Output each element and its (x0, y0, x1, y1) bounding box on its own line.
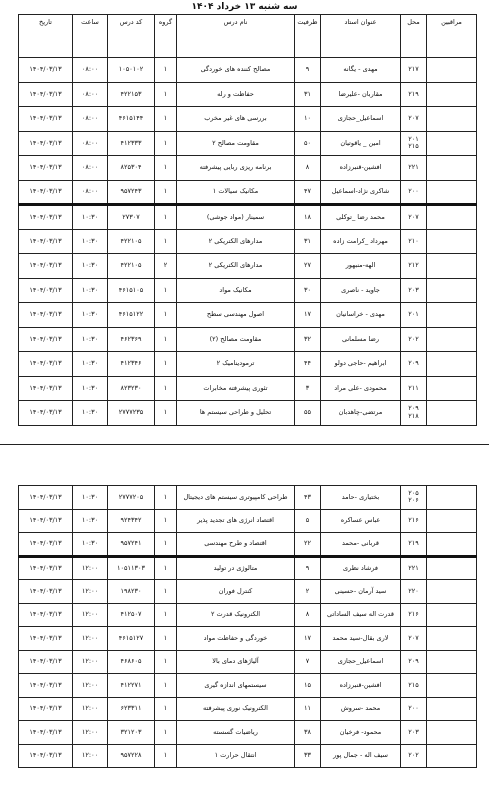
table-row (19, 674, 477, 698)
table-row (19, 376, 477, 401)
cell-group: ۱ (155, 205, 177, 230)
cell-group: ۱ (155, 278, 177, 303)
cell-course: اصول مهندسی سطح (177, 303, 295, 328)
cell-instructor: شاکری نژاد-اسماعیل (321, 180, 401, 205)
cell-date: ۱۴۰۴/۰۳/۱۳ (19, 82, 73, 107)
header-time: ساعت (73, 15, 108, 58)
cell-course: مدارهای الکتریکی ۲ (177, 254, 295, 279)
cell-room: ۲۰۲ (401, 744, 427, 768)
cell-capacity: ۱۵ (295, 674, 321, 698)
cell-time: ۱۲:۰۰ (73, 674, 108, 698)
cell-group: ۱ (155, 486, 177, 510)
cell-capacity: ۸ (295, 156, 321, 181)
cell-group: ۱ (155, 556, 177, 580)
cell-time: ۰۸:۰۰ (73, 180, 108, 205)
table-row (19, 556, 477, 580)
cell-time: ۱۲:۰۰ (73, 627, 108, 651)
cell-time: ۱۲:۰۰ (73, 744, 108, 768)
cell-date: ۱۴۰۴/۰۳/۱۳ (19, 107, 73, 132)
cell-instructor: اسماعیل_حجازی (321, 107, 401, 132)
cell-code: ۱۹۸۲۳۰ (108, 580, 155, 604)
page-title: سه شنبه ۱۳ خرداد ۱۴۰۴ (191, 2, 298, 12)
cell-code: ۹۵۷۲۲۸ (108, 744, 155, 768)
header-group: گروه (155, 15, 177, 58)
table-row (19, 131, 477, 156)
cell-course: خوردگی و حفاظت مواد (177, 627, 295, 651)
cell-code: ۸۲۳۲۳۰ (108, 376, 155, 401)
cell-instructor: محمد -سروش (321, 697, 401, 721)
cell-time: ۱۲:۰۰ (73, 697, 108, 721)
cell-code: ۴۲۲۱۰۵ (108, 254, 155, 279)
cell-date: ۱۴۰۴/۰۳/۱۳ (19, 278, 73, 303)
cell-time: ۱۰:۳۰ (73, 254, 108, 279)
cell-proctors (427, 156, 477, 181)
cell-course: انتقال حرارت ۱ (177, 744, 295, 768)
cell-proctors (427, 278, 477, 303)
cell-group: ۱ (155, 650, 177, 674)
cell-capacity: ۵ (295, 509, 321, 533)
table-row (19, 580, 477, 604)
cell-course: تحلیل و طراحی سیستم ها (177, 401, 295, 426)
cell-date: ۱۴۰۴/۰۳/۱۳ (19, 229, 73, 254)
cell-time: ۱۰:۳۰ (73, 205, 108, 230)
cell-group: ۱ (155, 627, 177, 651)
cell-room: ۲۰۰ (401, 180, 427, 205)
cell-proctors (427, 650, 477, 674)
cell-code: ۴۲۲۱۵۳ (108, 82, 155, 107)
cell-group: ۱ (155, 107, 177, 132)
cell-group: ۱ (155, 580, 177, 604)
cell-capacity: ۳۲ (295, 327, 321, 352)
cell-instructor: افشین-قنبرزاده (321, 674, 401, 698)
cell-date: ۱۴۰۴/۰۳/۱۳ (19, 744, 73, 768)
table-row (19, 327, 477, 352)
cell-room: ۲۱۵ (401, 674, 427, 698)
cell-date: ۱۴۰۴/۰۳/۱۳ (19, 650, 73, 674)
header-proctors: مراقبین (427, 15, 477, 58)
cell-instructor: اسماعیل_حجازی (321, 650, 401, 674)
cell-capacity: ۹ (295, 556, 321, 580)
cell-code: ۹۵۷۲۴۱ (108, 533, 155, 557)
cell-group: ۱ (155, 533, 177, 557)
cell-date: ۱۴۰۴/۰۳/۱۳ (19, 131, 73, 156)
cell-instructor: مهدی - خراسانیان (321, 303, 401, 328)
cell-capacity: ۱۷ (295, 303, 321, 328)
cell-date: ۱۴۰۴/۰۳/۱۳ (19, 180, 73, 205)
cell-proctors (427, 107, 477, 132)
cell-instructor: محمود- فرخیان (321, 721, 401, 745)
cell-time: ۱۰:۳۰ (73, 486, 108, 510)
cell-code: ۱۰۵۰۱۰۲ (108, 58, 155, 83)
cell-course: متالوژی در تولید (177, 556, 295, 580)
table-row (19, 82, 477, 107)
cell-date: ۱۴۰۴/۰۳/۱۳ (19, 674, 73, 698)
cell-proctors (427, 580, 477, 604)
cell-course: مدارهای الکتریکی ۲ (177, 229, 295, 254)
cell-date: ۱۴۰۴/۰۳/۱۳ (19, 697, 73, 721)
cell-room: ۲۱۱ (401, 376, 427, 401)
cell-capacity: ۴۴ (295, 352, 321, 377)
cell-group: ۱ (155, 156, 177, 181)
cell-room: ۲۲۱ (401, 156, 427, 181)
cell-instructor: مرتضی-چاهدبان (321, 401, 401, 426)
cell-room: ۲۰۱ ۲۱۵ (401, 131, 427, 156)
cell-group: ۱ (155, 82, 177, 107)
cell-date: ۱۴۰۴/۰۳/۱۳ (19, 303, 73, 328)
cell-code: ۴۱۲۵۰۷ (108, 603, 155, 627)
cell-code: ۹۲۴۳۴۲ (108, 509, 155, 533)
cell-room: ۲۱۰ (401, 229, 427, 254)
cell-capacity: ۵۵ (295, 401, 321, 426)
cell-time: ۱۲:۰۰ (73, 580, 108, 604)
cell-proctors (427, 205, 477, 230)
cell-room: ۲۱۷ (401, 58, 427, 83)
table-row (19, 603, 477, 627)
cell-time: ۱۰:۳۰ (73, 303, 108, 328)
cell-proctors (427, 697, 477, 721)
table-row (19, 721, 477, 745)
cell-date: ۱۴۰۴/۰۳/۱۳ (19, 509, 73, 533)
cell-group: ۱ (155, 603, 177, 627)
cell-code: ۶۲۳۳۱۱ (108, 697, 155, 721)
cell-code: ۴۶۱۵۱۲۷ (108, 627, 155, 651)
cell-code: ۳۲۱۲۰۳ (108, 721, 155, 745)
cell-proctors (427, 327, 477, 352)
cell-date: ۱۴۰۴/۰۳/۱۳ (19, 486, 73, 510)
cell-course: مقاومت مصالح (۲) (177, 327, 295, 352)
cell-course: تئوری پیشرفته مخابرات (177, 376, 295, 401)
cell-proctors (427, 131, 477, 156)
cell-room: ۲۰۷ (401, 205, 427, 230)
cell-time: ۰۸:۰۰ (73, 107, 108, 132)
cell-room: ۲۲۰ (401, 580, 427, 604)
cell-date: ۱۴۰۴/۰۳/۱۳ (19, 533, 73, 557)
cell-time: ۰۸:۰۰ (73, 131, 108, 156)
cell-room: ۲۲۱ (401, 556, 427, 580)
cell-proctors (427, 509, 477, 533)
cell-proctors (427, 744, 477, 768)
cell-capacity: ۱۱ (295, 697, 321, 721)
cell-course: مکانیک مواد (177, 278, 295, 303)
cell-room: ۲۰۷ (401, 627, 427, 651)
cell-instructor: مهدی - یگانه (321, 58, 401, 83)
cell-group: ۱ (155, 327, 177, 352)
cell-course: مکانیک سیالات ۱ (177, 180, 295, 205)
cell-capacity: ۴۷ (295, 180, 321, 205)
cell-time: ۱۰:۳۰ (73, 278, 108, 303)
cell-course: ترمودینامیک ۲ (177, 352, 295, 377)
cell-group: ۱ (155, 180, 177, 205)
cell-date: ۱۴۰۴/۰۳/۱۳ (19, 156, 73, 181)
cell-proctors (427, 627, 477, 651)
cell-code: ۴۶۲۳۶۹ (108, 327, 155, 352)
cell-room: ۲۰۵ ۲۰۶ (401, 486, 427, 510)
cell-instructor: امین _ یاقوتیان (321, 131, 401, 156)
cell-time: ۱۲:۰۰ (73, 721, 108, 745)
cell-date: ۱۴۰۴/۰۳/۱۳ (19, 58, 73, 83)
cell-time: ۱۲:۰۰ (73, 603, 108, 627)
header-date: تاریخ (19, 15, 73, 58)
cell-capacity: ۳۱ (295, 229, 321, 254)
cell-room: ۲۰۳ (401, 721, 427, 745)
header-code: کد درس (108, 15, 155, 58)
cell-room: ۲۱۲ (401, 254, 427, 279)
cell-proctors (427, 401, 477, 426)
table-row (19, 533, 477, 557)
cell-group: ۱ (155, 674, 177, 698)
cell-code: ۴۶۱۵۱۴۴ (108, 107, 155, 132)
cell-room: ۲۰۳ (401, 278, 427, 303)
cell-time: ۱۰:۳۰ (73, 352, 108, 377)
cell-group: ۱ (155, 229, 177, 254)
cell-capacity: ۳ (295, 376, 321, 401)
cell-proctors (427, 303, 477, 328)
table-row (19, 401, 477, 426)
cell-code: ۴۶۱۵۱۲۲ (108, 303, 155, 328)
cell-instructor: بختیاری -حامد (321, 486, 401, 510)
cell-time: ۱۲:۰۰ (73, 556, 108, 580)
cell-group: ۱ (155, 131, 177, 156)
cell-proctors (427, 58, 477, 83)
cell-room: ۲۰۱ (401, 303, 427, 328)
cell-course: اقتصاد و طرح مهندسی (177, 533, 295, 557)
cell-date: ۱۴۰۴/۰۳/۱۳ (19, 627, 73, 651)
table-row (19, 254, 477, 279)
table-row (19, 627, 477, 651)
cell-time: ۱۰:۳۰ (73, 327, 108, 352)
cell-instructor: ابراهیم -حاجی دولو (321, 352, 401, 377)
cell-instructor: قدرت اله سیف الساداتی (321, 603, 401, 627)
cell-date: ۱۴۰۴/۰۳/۱۳ (19, 721, 73, 745)
cell-date: ۱۴۰۴/۰۳/۱۳ (19, 603, 73, 627)
cell-course: سمینار (مواد جوشی) (177, 205, 295, 230)
table-row (19, 744, 477, 768)
page-divider (0, 444, 489, 445)
cell-time: ۱۰:۳۰ (73, 401, 108, 426)
cell-proctors (427, 674, 477, 698)
cell-instructor: افشین-قنبرزاده (321, 156, 401, 181)
cell-group: ۱ (155, 303, 177, 328)
cell-group: ۲ (155, 254, 177, 279)
cell-capacity: ۲۷ (295, 254, 321, 279)
cell-room: ۲۱۹ (401, 533, 427, 557)
cell-time: ۱۰:۳۰ (73, 533, 108, 557)
cell-instructor: جاوید - ناصری (321, 278, 401, 303)
cell-group: ۱ (155, 744, 177, 768)
table-row (19, 486, 477, 510)
cell-code: ۲۷۳۰۷ (108, 205, 155, 230)
cell-course: سیستمهای اندازه گیری (177, 674, 295, 698)
cell-course: کنترل فوران (177, 580, 295, 604)
cell-date: ۱۴۰۴/۰۳/۱۳ (19, 327, 73, 352)
cell-instructor: قربانی -محمد (321, 533, 401, 557)
cell-date: ۱۴۰۴/۰۳/۱۳ (19, 556, 73, 580)
cell-time: ۱۰:۳۰ (73, 229, 108, 254)
exam-schedule-table-1 (18, 14, 477, 426)
cell-course: ریاضیات گسسته (177, 721, 295, 745)
cell-code: ۱۰۵۱۱۳۰۳ (108, 556, 155, 580)
table-row (19, 303, 477, 328)
cell-course: حفاظت و رله (177, 82, 295, 107)
cell-instructor: محمد رضا _توکلی (321, 205, 401, 230)
cell-room: ۲۱۹ (401, 82, 427, 107)
cell-capacity: ۴۳ (295, 486, 321, 510)
cell-capacity: ۵۰ (295, 131, 321, 156)
cell-code: ۴۶۱۵۱۰۵ (108, 278, 155, 303)
cell-code: ۴۲۲۱۰۵ (108, 229, 155, 254)
header-course: نام درس (177, 15, 295, 58)
cell-instructor: عباس عساکره (321, 509, 401, 533)
cell-course: بررسی های غیر مخرب (177, 107, 295, 132)
cell-code: ۲۷۷۷۲۳۵ (108, 401, 155, 426)
cell-instructor: محمودی -علی مراد (321, 376, 401, 401)
cell-time: ۰۸:۰۰ (73, 58, 108, 83)
cell-proctors (427, 603, 477, 627)
cell-code: ۴۱۲۳۴۶ (108, 352, 155, 377)
cell-group: ۱ (155, 697, 177, 721)
cell-capacity: ۱۰ (295, 107, 321, 132)
cell-group: ۱ (155, 509, 177, 533)
cell-date: ۱۴۰۴/۰۳/۱۳ (19, 352, 73, 377)
cell-date: ۱۴۰۴/۰۳/۱۳ (19, 580, 73, 604)
header-room: محل (401, 15, 427, 58)
table-row (19, 697, 477, 721)
cell-course: طراحی کامپیوتری سیستم های دیجیتال (177, 486, 295, 510)
cell-code: ۴۱۲۳۳۳ (108, 131, 155, 156)
cell-code: ۸۲۵۳۰۴ (108, 156, 155, 181)
cell-capacity: ۳۸ (295, 721, 321, 745)
cell-capacity: ۹ (295, 58, 321, 83)
cell-course: آلیاژهای دمای بالا (177, 650, 295, 674)
header-instructor: عنوان استاد (321, 15, 401, 58)
cell-time: ۰۸:۰۰ (73, 156, 108, 181)
cell-instructor: لاری بقال-سید محمد (321, 627, 401, 651)
cell-capacity: ۳۱ (295, 82, 321, 107)
cell-time: ۰۸:۰۰ (73, 82, 108, 107)
cell-room: ۲۰۲ (401, 327, 427, 352)
cell-instructor: مقاربان -علیرضا (321, 82, 401, 107)
cell-time: ۱۲:۰۰ (73, 650, 108, 674)
cell-proctors (427, 352, 477, 377)
cell-code: ۲۷۷۷۲۰۵ (108, 486, 155, 510)
exam-schedule-table-2 (18, 485, 477, 768)
cell-code: ۹۵۷۲۴۳ (108, 180, 155, 205)
cell-capacity: ۳۰ (295, 278, 321, 303)
cell-group: ۱ (155, 401, 177, 426)
table-row (19, 180, 477, 205)
cell-group: ۱ (155, 58, 177, 83)
cell-capacity: ۸ (295, 603, 321, 627)
cell-instructor: مهرداد _کرامت زاده (321, 229, 401, 254)
cell-proctors (427, 229, 477, 254)
table-row (19, 58, 477, 83)
table-row (19, 509, 477, 533)
cell-proctors (427, 533, 477, 557)
table-row (19, 205, 477, 230)
cell-instructor: رضا مسلمانی (321, 327, 401, 352)
cell-room: ۲۰۷ (401, 107, 427, 132)
cell-instructor: سید آرمان -حسینی (321, 580, 401, 604)
table-row (19, 107, 477, 132)
cell-proctors (427, 556, 477, 580)
table-row (19, 650, 477, 674)
cell-group: ۱ (155, 352, 177, 377)
cell-capacity: ۷ (295, 650, 321, 674)
cell-course: مقاومت مصالح ۲ (177, 131, 295, 156)
cell-capacity: ۱۸ (295, 205, 321, 230)
table-row (19, 278, 477, 303)
cell-room: ۲۰۰ (401, 697, 427, 721)
table-row (19, 352, 477, 377)
cell-room: ۲۰۹ (401, 352, 427, 377)
cell-time: ۱۰:۳۰ (73, 509, 108, 533)
cell-instructor: سیف اله - جمال پور (321, 744, 401, 768)
cell-date: ۱۴۰۴/۰۳/۱۳ (19, 254, 73, 279)
cell-date: ۱۴۰۴/۰۳/۱۳ (19, 401, 73, 426)
cell-capacity: ۱۷ (295, 627, 321, 651)
cell-capacity: ۳۳ (295, 744, 321, 768)
cell-capacity: ۲ (295, 580, 321, 604)
cell-proctors (427, 721, 477, 745)
table-row (19, 229, 477, 254)
cell-date: ۱۴۰۴/۰۳/۱۳ (19, 205, 73, 230)
cell-capacity: ۲۲ (295, 533, 321, 557)
cell-course: الکترونیک نوری پیشرفته (177, 697, 295, 721)
table-row (19, 156, 477, 181)
cell-date: ۱۴۰۴/۰۳/۱۳ (19, 376, 73, 401)
header-capacity: ظرفیت (295, 15, 321, 58)
cell-proctors (427, 180, 477, 205)
cell-room: ۲۱۶ (401, 603, 427, 627)
table-header-row (19, 15, 477, 58)
cell-proctors (427, 254, 477, 279)
cell-code: ۴۱۲۲۷۱ (108, 674, 155, 698)
cell-instructor: فرشاد نظری (321, 556, 401, 580)
cell-course: اقتصاد انرژی های تجدید پذیر (177, 509, 295, 533)
cell-proctors (427, 376, 477, 401)
cell-course: برنامه ریزی ربایی پیشرفته (177, 156, 295, 181)
cell-code: ۴۶۸۶۰۵ (108, 650, 155, 674)
cell-room: ۲۰۹ (401, 650, 427, 674)
cell-time: ۱۰:۳۰ (73, 376, 108, 401)
cell-proctors (427, 486, 477, 510)
cell-group: ۱ (155, 376, 177, 401)
cell-course: مصالح کننده های خوردگی (177, 58, 295, 83)
cell-instructor: الهه-منبهور (321, 254, 401, 279)
cell-proctors (427, 82, 477, 107)
cell-course: الکترونیک قدرت ۲ (177, 603, 295, 627)
cell-room: ۲۱۶ (401, 509, 427, 533)
cell-room: ۲۰۹ ۲۱۸ (401, 401, 427, 426)
cell-group: ۱ (155, 721, 177, 745)
